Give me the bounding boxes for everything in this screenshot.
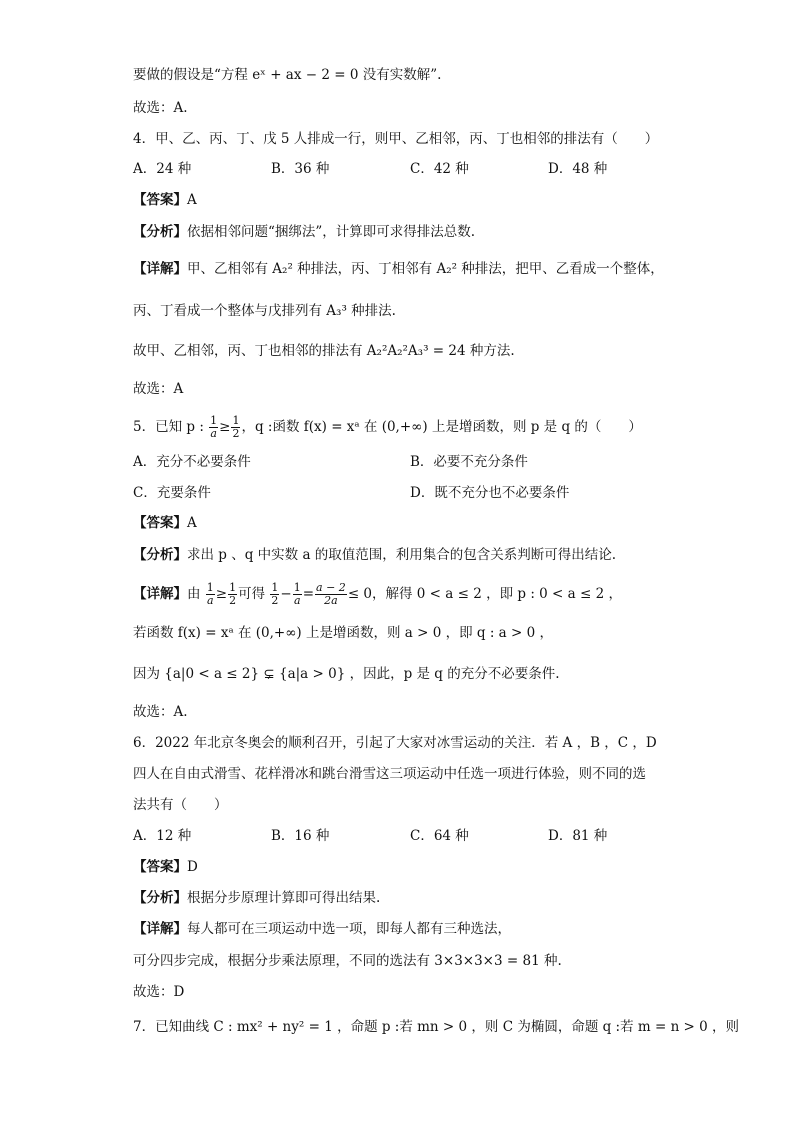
q4-option-d: D．48 种 [548,161,608,177]
fraction: $\frac{1}{2}$ [271,581,279,607]
fraction: $\frac{a - 2}{2a}$ [316,581,346,607]
q4-option-c: C．42 种 [410,161,469,177]
q5-answer [133,514,197,532]
q6-analysis [133,889,380,907]
analysis-tag: 【分析】 [133,890,187,906]
answer-tag: 【答案】 [133,515,187,531]
q5-choose: 故选：A. [133,704,188,720]
question-5-stem: 5．已知 p : $\frac{1}{a}$ ≥ $\frac{1}{2}$ ，q :函数 f(x) = xᵃ 在 (0,+∞) 上是增函数，则 p 是 q 的（ ） [133,414,642,440]
q5-detail-3: 因为 {a|0 < a ≤ 2} ⊊ {a|a > 0} ，因此，p 是 q 的充分不必要条件. [133,666,560,682]
fraction: $\frac{1}{a}$ [293,581,301,607]
analysis-text: 求出 p 、q 中实数 a 的取值范围，利用集合的包含关系判断可得出结论. [187,547,617,563]
q6-option-a: A．12 种 [133,828,192,844]
question-7-stem: 7．已知曲线 C : mx² + ny² = 1 ，命题 p :若 mn > 0 ，则 C 为椭圆，命题 q :若 m = n > 0 ，则 [133,1019,740,1035]
question-4-stem: 4．甲、乙、丙、丁、戊 5 人排成一行，则甲、乙相邻，丙、丁也相邻的排法有（ ） [133,131,659,147]
q6-answer [133,858,198,876]
q5-analysis [133,546,616,564]
question-6-stem-1: 6．2022 年北京冬奥会的顺利召开，引起了大家对冰雪运动的关注．若 A ，B ，C ，D [133,735,657,751]
fraction: $\frac{1}{a}$ [210,414,218,440]
q6-option-c: C．64 种 [410,828,469,844]
q4-choose: 故选：A [133,381,184,397]
q6-option-b: B．16 种 [271,828,330,844]
detail-tag: 【详解】 [133,586,187,602]
detail-tag: 【详解】 [133,921,187,937]
answer-value: D [187,859,198,875]
q5-option-d: D．既不充分也不必要条件 [410,485,570,501]
q6-choose: 故选：D [133,984,185,1000]
answer-tag: 【答案】 [133,859,187,875]
q4-detail-2: 丙、丁看成一个整体与戊排列有 A₃³ 种排法. [133,303,396,319]
q6-detail-2: 可分四步完成，根据分步乘法原理，不同的选法有 3×3×3×3 = 81 种. [133,953,562,969]
analysis-text: 依据相邻问题“捆绑法”，计算即可求得排法总数. [187,224,476,240]
analysis-tag: 【分析】 [133,547,187,563]
q4-answer [133,191,197,209]
q4-analysis [133,223,475,241]
question-6-stem-3: 法共有（ ） [133,797,228,813]
detail-text: 甲、乙相邻有 A₂² 种排法，丙、丁相邻有 A₂² 种排法，把甲、乙看成一个整体， [187,261,664,277]
q5-detail-2: 若函数 f(x) = xᵃ 在 (0,+∞) 上是增函数，则 a > 0 ，即 q : a > 0 ， [133,625,553,641]
q4-detail-3: 故甲、乙相邻，丙、丁也相邻的排法有 A₂²A₂²A₃³ = 24 种方法. [133,343,515,359]
q6-detail-1 [133,920,511,938]
text-line: 故选：A. [133,100,188,116]
fraction: $\frac{1}{2}$ [229,581,237,607]
detail-tag: 【详解】 [133,261,187,277]
analysis-tag: 【分析】 [133,224,187,240]
text-line: 要做的假设是“方程 eˣ + ax − 2 = 0 没有实数解”. [133,67,442,83]
fraction: $\frac{1}{a}$ [206,581,214,607]
q6-option-d: D．81 种 [548,828,608,844]
question-6-stem-2: 四人在自由式滑雪、花样滑冰和跳台滑雪这三项运动中任选一项进行体验，则不同的选 [133,766,646,782]
q5-option-b: B．必要不充分条件 [410,454,528,470]
q4-detail-1 [133,260,664,278]
q4-option-a: A．24 种 [133,161,192,177]
q5-option-c: C．充要条件 [133,485,211,501]
q5-option-a: A．充分不必要条件 [133,454,251,470]
detail-text: 每人都可在三项运动中选一项，即每人都有三种选法， [187,921,511,937]
fraction: $\frac{1}{2}$ [232,414,240,440]
q5-detail-1: 【详解】由 $\frac{1}{a}$ ≥ $\frac{1}{2}$ 可得 $\frac{1}{2}$ − $\frac{1}{a}$ = $\frac{a - 2}{2a}$ ≤ 0，解得 0 < a ≤ 2 ，即 p : 0 < a ≤ 2 ， [133,581,622,607]
q4-option-b: B．36 种 [271,161,330,177]
analysis-text: 根据分步原理计算即可得出结果. [187,890,381,906]
answer-value: A [187,515,197,531]
answer-tag: 【答案】 [133,192,187,208]
answer-value: A [187,192,197,208]
